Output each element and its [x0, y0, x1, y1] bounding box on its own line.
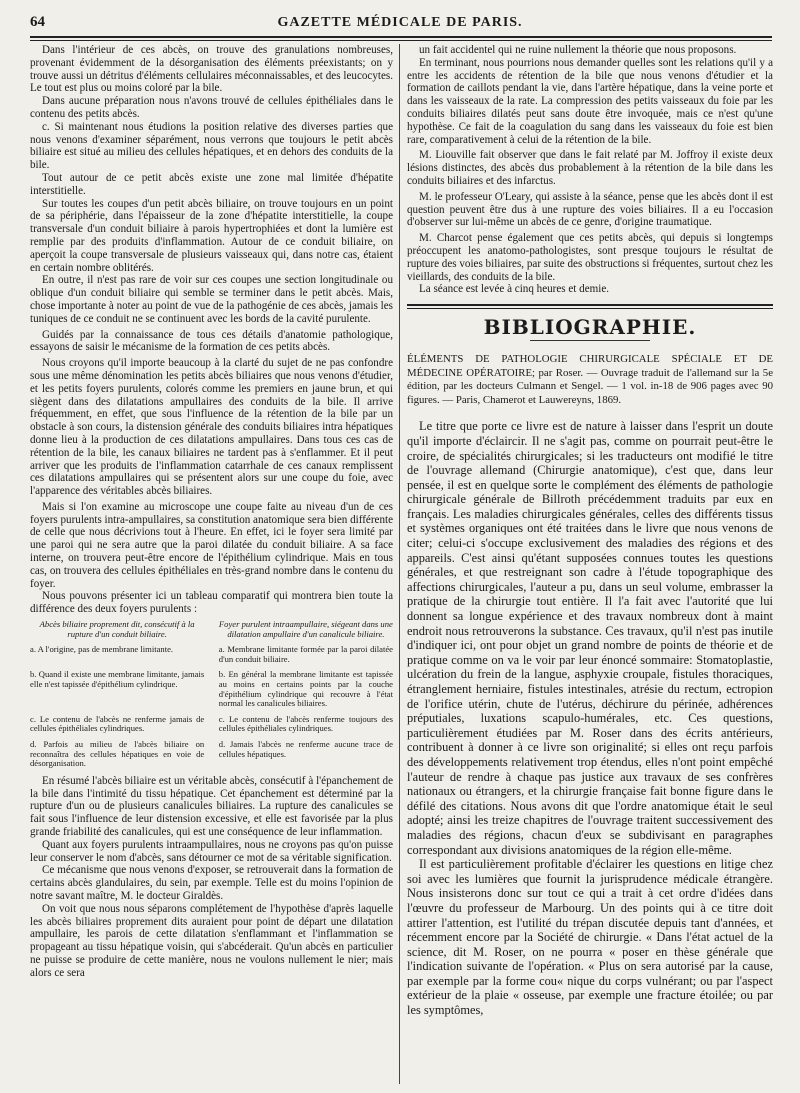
paragraph: M. le professeur O'Leary, qui assiste à la séance, pense que les abcès dont il est question peuvent être dus à une rupture des voies biliaires. Il a eu l'occasion d'observer sur lui-même un abcès de ce genre, d'origine traumatique. [407, 190, 773, 229]
paragraph: Mais si l'on examine au microscope une coupe faite au niveau d'un de ces foyers purulents intra-ampullaires, sa constitution anatomique sera bien différente de celle que nous décrivions tout à l'heure. En effet, ici le foyer sera limité par une paroi qui ne sera autre que la paroi dilatée du conduit biliaire. A sa face interne, on trouvera peut-être encore de l'épithélium cylindrique. Mais en tous cas, on trouvera des cellules épithéliales en très-grand nombre dans le contenu du foyer. [30, 500, 393, 590]
journal-title: GAZETTE MÉDICALE DE PARIS. [277, 15, 523, 30]
comparison-table [30, 620, 393, 769]
page-header [30, 14, 770, 34]
table-cell: b. En général la membrane limitante est tapissée au moins en certains points par la couche d'épithélium cylindrique qui recouvre à l'état normal les canalicules biliaires. [218, 669, 393, 709]
table-cell: b. Quand il existe une membrane limitante, jamais elle n'est tapissée d'épithélium cylindrique. [30, 669, 205, 690]
paragraph: En résumé l'abcès biliaire est un véritable abcès, consécutif à l'épanchement de la bile dans l'intimité du tissu hépatique. Cet épanchement est déterminé par la rupture d'un ou de plusieurs canalicules biliaires. La rupture des canalicules se fait sous l'influence de leur distension excessive, et elle est favorisée par la plus grande friabilité des canalicules, qui est une conséquence de leur inflammation. [30, 774, 393, 838]
paragraph: En outre, il n'est pas rare de voir sur ces coupes une section longitudinale ou oblique d'un conduit biliaire qui semble se terminer dans le petit abcès. Mais, chose importante à noter au point de vue de la pathogénie de ces abcès, jamais les tuniques de ce conduit ne se continuent avec les bords de la cavité purulente. [30, 274, 393, 325]
table-row [30, 740, 393, 769]
paragraph: Guidés par la connaissance de tous ces détails d'anatomie pathologique, essayons de saisir le mécanisme de la formation de ces petits abcès. [30, 328, 393, 354]
section-rule-thin [407, 308, 773, 309]
paragraph: un fait accidentel qui ne ruine nullement la théorie que nous proposons. [419, 44, 737, 56]
table-cell: d. Parfois au milieu de l'abcès biliaire on reconnaîtra des cellules hépatiques en voie de désorganisation. [30, 739, 205, 769]
paragraph: En terminant, nous pourrions nous demander quelles sont les relations qu'il y a entre les accidents de rétention de la bile que nous venons d'étudier et la formation de caillots pendant la vie, dans l'artère hépatique, dans la veine porte et dans les vaisseaux de la rate. La compression des petits vaisseaux du foie par les conduits biliaires dilatés peut sans doute être invoquée, mais ce n'est qu'une hypothèse. Ce fait de la coagulation du sang dans les vaisseaux du foie est bien rare, comparativement à celui de la rétention de la bile. [407, 56, 773, 146]
table-header-right: Foyer purulent intraampullaire, siégeant dans une dilatation ampullaire d'un canalicule biliaire. [218, 619, 393, 639]
section-title: BIBLIOGRAPHIE. [483, 315, 697, 340]
table-cell: a. A l'origine, pas de membrane limitante. [30, 644, 174, 655]
table-cell: c. Le contenu de l'abcès renferme toujours des cellules épithéliales cylindriques. [218, 713, 393, 734]
paragraph: Le titre que porte ce livre est de nature à laisser dans l'esprit un doute qu'il importe d'éclaircir. Il ne s'agit pas, comme on pourrait peut-être le croire, de spécialités chirurgicales; si les traducteurs ont modifié le titre de l'ouvrage allemand (Chirurgie anatomique), c'est que, dans leur pensée, il est en quelque sorte le complément des éléments de pathologie chirurgicale générale de Billroth précédemment traduits par eux en français. Les maladies chirurgicales générales, celles des différents tissus et systèmes organiques ont été traitées dans le livre que nous venons de citer; celui-ci s'occupe exclusivement des maladies des régions et des appareils. C'est ainsi qu'étant supposées connues toutes les questions générales, et que restreignant son cadre à l'étude topographique des affections chirurgicales, l'auteur a pu, dans un seul volume, embrasser la pratique de la chirurgie tout entière. Il l'a fait avec l'autorité que lui donnent sa longue expérience et des travaux nombreux dont à maint endroit nous retrouverons la substance. Ces travaux, qu'il n'est pas inutile d'indiquer ici, ont pour objet un grand nombre de points de théorie et de pratique comme on va le voir par leur énoncé sommaire: Stomatoplastie, ulcération du frein de la langue, asphyxie croupale, fistules thoraciques, étranglement herniaire, fistules intestinales, atrésie du rectum, ectropion de l'orifice utérin, chute de l'utérus, déchirure du périnée, adhérences préputiales, luxations scapulo-humérales, etc. Ces questions, particulièrement étudiées par M. Roser dans des écrits antérieurs, contribuent à donner à ce livre son originalité; si elles ont reçu parfois des développements relativement trop étendus, elles n'ont point empêché l'auteur de rendre à chaque pas justice aux travaux de ses confrères nationaux ou étrangers, et la chirurgie française fait bonne figure dans le défilé des citations. Nous avons dit que l'ordre anatomique était le seul adopté; ainsi les treize chapitres de l'ouvrage traitent successivement des maladies des régions, chacun d'eux se subdivisant en paragraphes correspondant aux divisions anatomiques de la région elle-même. [407, 419, 773, 857]
header-rule [30, 36, 772, 38]
paragraph: M. Charcot pense également que ces petits abcès, qui depuis si longtemps préoccupent les anatomo-pathologistes, sont presque toujours le résultat de rupture des voies biliaires, par suite des obstructions si fréquentes, surtout chez les vieillards, des conduits de la bile. [407, 232, 773, 283]
title-rule [530, 340, 650, 341]
paragraph: Ce mécanisme que nous venons d'exposer, se retrouverait dans la formation de certains abcès glandulaires, du sein, par exemple. Telle est du moins l'opinion de notre savant maître, M. le docteur Giraldès. [30, 864, 393, 902]
paragraph: Dans l'intérieur de ces abcès, on trouve des granulations nombreuses, provenant évidemment de la désorganisation des éléments préexistants; on y trouve aussi un détritus d'éléments cellulaires méconnaissables, et des leucocytes. Le tout est plus ou moins coloré par la bile. [30, 44, 393, 95]
paragraph: Tout autour de ce petit abcès existe une zone mal limitée d'hépatite interstitielle. [30, 171, 393, 197]
paragraph: Quant aux foyers purulents intraampullaires, nous ne croyons pas qu'on puisse leur conserver le nom d'abcès, sans détourner ce mot de sa véritable signification. [30, 838, 393, 864]
paragraph: On voit que nous nous séparons complétement de l'hypothèse d'après laquelle les abcès biliaires proprement dits auraient pour point de départ une dilatation ampullaire, les parois de cette dilatation s'enflammant et l'inflammation se propageant au tissu hépatique voisin, qui s'abcéderait. Qu'un abcès en particulier ne puisse se produire de cette manière, nous ne voulons nullement le nier; mais alors ce sera [30, 902, 393, 979]
header-rule-thin [30, 40, 772, 41]
table-header-left: Abcès biliaire proprement dit, consécutif à la rupture d'un conduit biliaire. [39, 619, 195, 639]
paragraph: c. Si maintenant nous étudions la position relative des diverses parties que nous venons d'examiner séparément, nous verrons que toujours le petit abcès biliaire est situé au milieu des cellules hépatiques, et en dehors des conduits de la bile. [30, 120, 393, 172]
page-number: 64 [30, 14, 45, 30]
paragraph: Sur toutes les coupes d'un petit abcès biliaire, on trouve toujours en un point de sa périphérie, dans l'épaisseur de la zone d'hépatite interstitielle, la coupe transversale d'un conduit biliaire à parois hypertrophiées et dont la lumière est remplie par des produits d'inflammation. Autour de ce conduit biliaire, on aperçoit la coupe transversale de plusieurs vaisseaux qui, dans notre cas, étaient en certain nombre oblitérés. [30, 197, 393, 274]
column-divider [399, 44, 400, 1084]
paragraph: M. Liouville fait observer que dans le fait relaté par M. Joffroy il existe deux lésions distinctes, des abcès dus probablement à la rétention de la bile dans les conduits biliaires et des infarctus. [407, 149, 773, 187]
right-column [407, 44, 773, 1084]
table-row [30, 715, 393, 734]
paragraph: Il est particulièrement profitable d'éclairer les questions en litige chez soi avec les lumières que fournit la jurisprudence médicale étrangère. Nous insisterons donc sur tout ce qui a trait à cet ordre d'idées dans l'œuvre du professeur de Marbourg. Un des points qui à ce titre doit attirer l'attention, est l'utilité du trépan discutée depuis tant d'années, et récemment encore par la Société de chirurgie. « Dans l'état actuel de la science, dit M. Roser, on ne pourra « poser en thèse générale que l'indication suivante de l'opération. « Plus on sera autorisé par la cause, par exemple par la forme cou« nique du corps vulnérant; ou par l'aspect extérieur de la plaie « osseuse, par exemple une fracture étoilée; ou par les symptômes, [407, 857, 773, 1018]
table-row [30, 645, 393, 664]
table-row [30, 670, 393, 708]
paragraph: Dans aucune préparation nous n'avons trouvé de cellules épithéliales dans le contenu des petits abcès. [30, 95, 393, 120]
book-reference: ÉLÉMENTS DE PATHOLOGIE CHIRURGICALE SPÉCIALE ET DE MÉDECINE OPÉRATOIRE; par Roser. — Ouvrage traduit de l'allemand sur la 5e édition, par les docteurs Culmann et Sengel. — 1 vol. in-18 de 906 pages avec 90 figures. — Paris, Chamerot et Lauwereyns, 1869. [407, 352, 773, 406]
left-column [30, 44, 393, 1084]
paragraph: La séance est levée à cinq heures et demie. [419, 283, 610, 296]
paragraph: Nous croyons qu'il importe beaucoup à la clarté du sujet de ne pas confondre sous une même dénomination les petits abcès biliaires que nous venons d'étudier, et les petits foyers purulents, colorés comme les premiers en jaune brun, et qui siègent dans des dilatations ampullaires des conduits de la bile. Il arrive fréquemment, en effet, que sous l'influence de la rétention de la bile par un obstacle à son cours, la distension générale des conduits biliaires intra hépatiques donne lieu à la production de ces dilatations ampullaires. Dans tous ces cas de rétention de la bile, les canaux biliaires ne tardent pas à s'enflammer. Et il peut arriver que les produits de l'inflammation catarrhale de ces canaux remplissent ces dilatations ampullaires qui se présentent alors sur une coupe du foie, avec l'apparence des véritables abcès biliaires. [30, 357, 393, 498]
table-header-row [30, 620, 393, 639]
paragraph: Nous pouvons présenter ici un tableau comparatif qui montrera bien toute la différence des deux foyers purulents : [30, 590, 393, 616]
table-cell: a. Membrane limitante formée par la paroi dilatée d'un conduit biliaire. [218, 644, 393, 664]
section-rule [407, 304, 773, 306]
table-cell: d. Jamais l'abcès ne renferme aucune trace de cellules hépatiques. [218, 739, 393, 759]
society-report [407, 44, 773, 296]
table-cell: c. Le contenu de l'abcès ne renferme jamais de cellules épithéliales cylindriques. [30, 713, 205, 734]
